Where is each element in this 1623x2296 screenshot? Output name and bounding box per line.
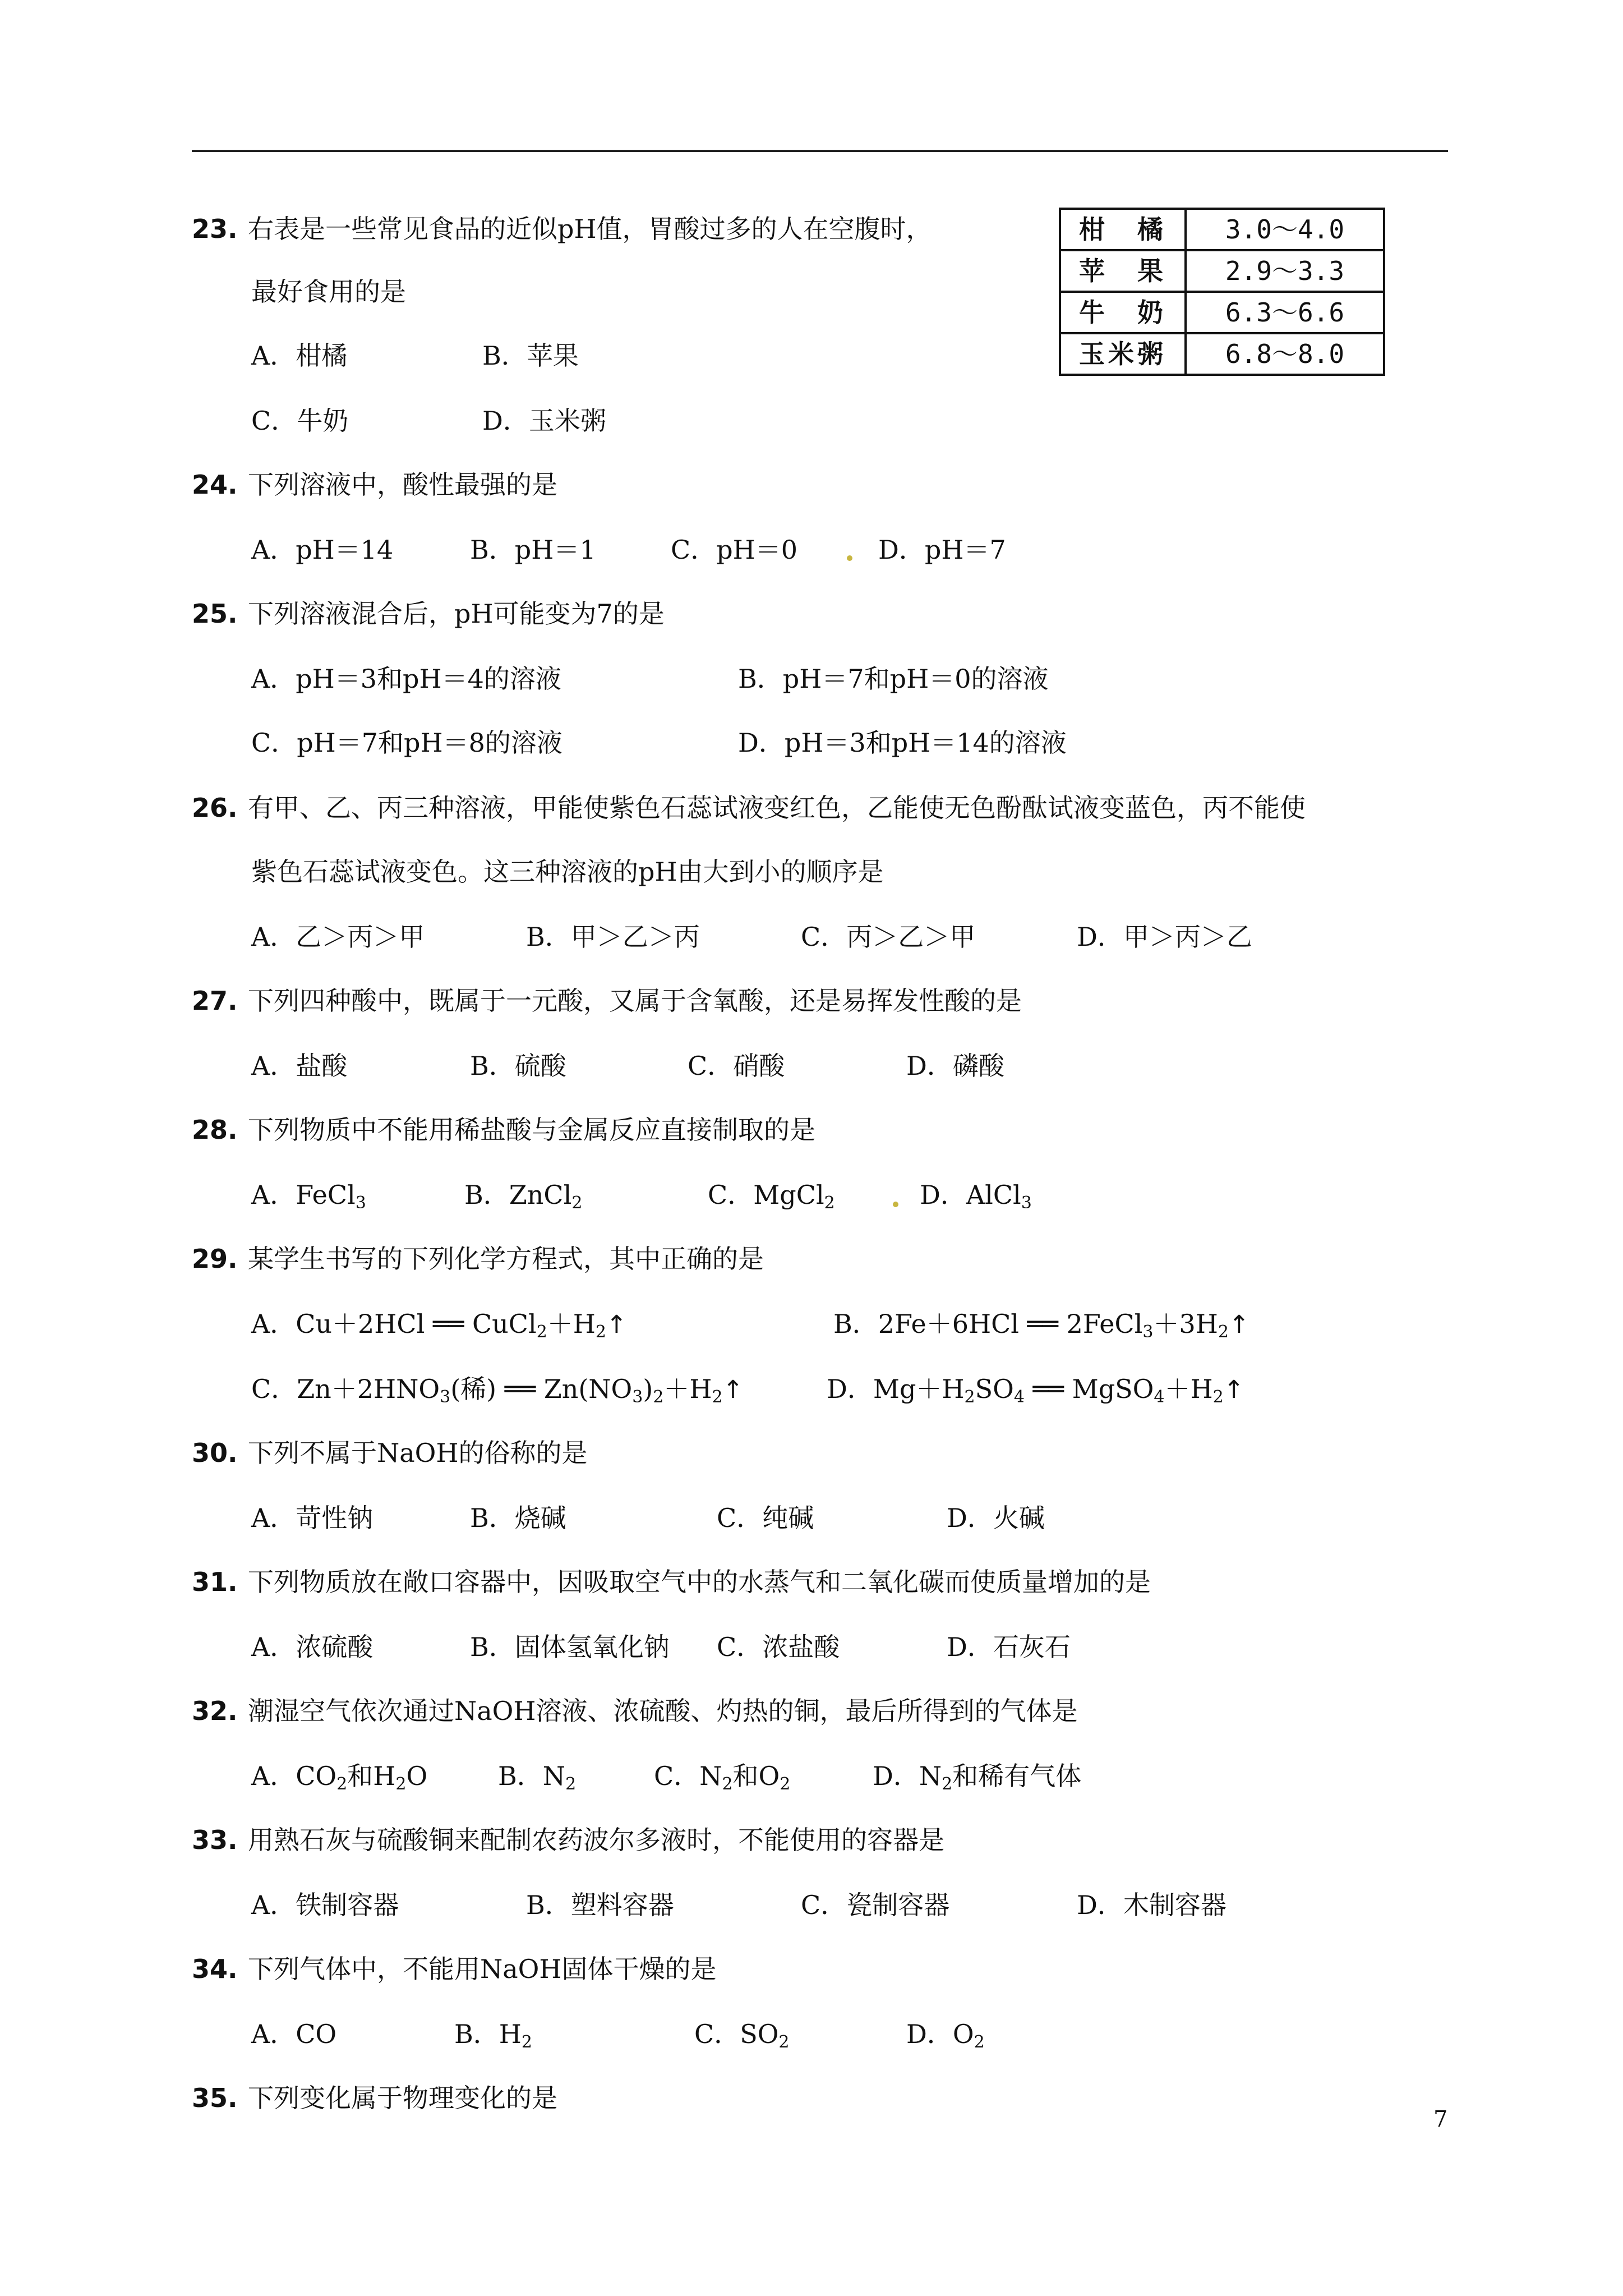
- subscript: 2: [536, 1322, 547, 1342]
- subscript: 2: [780, 1774, 791, 1794]
- option-a: A．盐酸: [251, 1051, 348, 1081]
- option-text: B．ZnCl: [464, 1180, 572, 1210]
- subscript: 2: [712, 1387, 723, 1407]
- question-text: 用熟石灰与硫酸铜来配制农药波尔多液时，不能使用的容器是: [248, 1825, 944, 1855]
- subscript: 2: [942, 1774, 953, 1794]
- subscript: 4: [1154, 1387, 1165, 1407]
- option-d: D．火碱: [947, 1503, 1045, 1533]
- option-a: A．柑橘: [251, 341, 348, 371]
- option-a: [251, 1178, 366, 1212]
- gas-arrow-icon: ↑: [1223, 1375, 1244, 1404]
- question-28-stem: [192, 1113, 815, 1147]
- option-b: B．甲＞乙＞丙: [526, 922, 700, 952]
- subscript: 2: [571, 1193, 583, 1213]
- option-d: [873, 1759, 1081, 1793]
- question-27-stem: [192, 984, 1022, 1018]
- option-a: A．乙＞丙＞甲: [251, 922, 425, 952]
- subscript: 2: [778, 2032, 790, 2052]
- option-text: D．O: [906, 2019, 974, 2049]
- option-text: B．N: [498, 1761, 566, 1791]
- option-d: [920, 1178, 1032, 1212]
- option-text: 和O: [732, 1761, 780, 1791]
- subscript: 2: [1212, 1387, 1224, 1407]
- option-c: C．pH＝0: [671, 535, 798, 565]
- table-row: [1060, 209, 1384, 250]
- option-b: B．塑料容器: [526, 1890, 674, 1920]
- question-text: 下列变化属于物理变化的是: [248, 2083, 557, 2113]
- subscript: 2: [974, 2032, 985, 2052]
- subscript: 3: [355, 1193, 366, 1213]
- stray-dot: [893, 1202, 898, 1207]
- food-name: 牛 奶: [1060, 292, 1186, 333]
- question-34-stem: [192, 1952, 717, 1986]
- option-text: 和稀有气体: [952, 1761, 1082, 1791]
- gas-arrow-icon: ↑: [606, 1310, 627, 1339]
- option-b: B．苹果: [482, 341, 579, 371]
- option-b: [464, 1178, 582, 1212]
- question-25-stem: [192, 597, 665, 631]
- question-text: 下列物质中不能用稀盐酸与金属反应直接制取的是: [248, 1115, 815, 1145]
- subscript: 2: [595, 1322, 607, 1342]
- subscript: 3: [1142, 1322, 1154, 1342]
- option-text: B．2Fe＋6HCl ══ 2FeCl: [833, 1309, 1143, 1339]
- option-text: B．H: [454, 2019, 522, 2049]
- subscript: 2: [336, 1774, 348, 1794]
- option-text: ＋H: [547, 1309, 596, 1339]
- option-text: A．CO: [251, 1761, 337, 1791]
- gas-arrow-icon: ↑: [722, 1375, 744, 1404]
- option-c: C．瓷制容器: [801, 1890, 950, 1920]
- option-text: ＋3H: [1153, 1309, 1218, 1339]
- question-number: 24.: [192, 470, 238, 500]
- question-30-stem: [192, 1436, 588, 1470]
- option-a: A．苛性钠: [251, 1503, 374, 1533]
- subscript: 2: [565, 1774, 577, 1794]
- food-name: 柑 橘: [1060, 209, 1186, 250]
- question-23-stem: [192, 212, 932, 246]
- question-number: 34.: [192, 1954, 238, 1984]
- subscript: 4: [1013, 1387, 1025, 1407]
- question-24-stem: [192, 468, 557, 501]
- option-a: A．铁制容器: [251, 1890, 399, 1920]
- question-number: 26.: [192, 793, 238, 823]
- option-a: [251, 1759, 427, 1793]
- option-b: [498, 1759, 576, 1793]
- option-text: D．Mg＋H: [827, 1374, 965, 1404]
- subscript: 3: [632, 1387, 643, 1407]
- ph-value: 6.8～8.0: [1186, 333, 1384, 375]
- option-c: C．硝酸: [688, 1051, 785, 1081]
- option-text: C．N: [654, 1761, 722, 1791]
- question-26-stem: [192, 791, 1306, 825]
- stray-dot: [847, 555, 852, 561]
- question-26-stem-cont: 紫色石蕊试液变色。这三种溶液的pH由大到小的顺序是: [251, 857, 884, 887]
- ph-value: 6.3～6.6: [1186, 292, 1384, 333]
- question-number: 30.: [192, 1438, 238, 1468]
- question-number: 23.: [192, 214, 238, 244]
- option-a: A．pH＝3和pH＝4的溶液: [251, 664, 561, 694]
- question-33-stem: [192, 1823, 944, 1857]
- option-d: D．木制容器: [1077, 1890, 1227, 1920]
- option-text: A．FeCl: [251, 1180, 356, 1210]
- option-d: D．玉米粥: [482, 406, 606, 436]
- subscript: 2: [964, 1387, 975, 1407]
- question-number: 33.: [192, 1825, 238, 1855]
- ph-value: 3.0～4.0: [1186, 209, 1384, 250]
- subscript: 2: [722, 1774, 733, 1794]
- option-text: D．AlCl: [920, 1180, 1021, 1210]
- option-d: D．磷酸: [906, 1051, 1004, 1081]
- food-name: 玉米粥: [1060, 333, 1186, 375]
- option-b: B．烧碱: [470, 1503, 566, 1533]
- question-31-stem: [192, 1565, 1151, 1599]
- option-text: C．SO: [694, 2019, 779, 2049]
- option-b: B．固体氢氧化钠: [470, 1632, 670, 1662]
- option-text: O: [406, 1761, 428, 1791]
- option-d: D．pH＝3和pH＝14的溶液: [738, 728, 1067, 758]
- option-text: SO: [975, 1374, 1014, 1404]
- option-text: ══ MgSO: [1024, 1374, 1154, 1404]
- question-text: 下列不属于NaOH的俗称的是: [248, 1438, 588, 1468]
- subscript: 2: [395, 1774, 407, 1794]
- subscript: 2: [521, 2032, 533, 2052]
- option-c: [654, 1759, 790, 1793]
- question-text: 下列溶液中，酸性最强的是: [248, 470, 557, 500]
- subscript: 3: [440, 1387, 451, 1407]
- subscript: 2: [824, 1193, 835, 1213]
- option-c: [251, 1372, 744, 1407]
- question-text: 有甲、乙、丙三种溶液，甲能使紫色石蕊试液变红色，乙能使无色酚酞试液变蓝色，丙不能使: [248, 793, 1306, 823]
- option-text: 和H: [347, 1761, 396, 1791]
- option-b: [454, 2017, 532, 2051]
- question-text: 下列四种酸中，既属于一元酸，又属于含氧酸，还是易挥发性酸的是: [248, 986, 1022, 1016]
- ph-table: [1059, 208, 1385, 376]
- food-name: 苹 果: [1060, 250, 1186, 292]
- question-35-stem: [192, 2081, 557, 2115]
- question-number: 35.: [192, 2083, 238, 2113]
- question-29-stem: [192, 1242, 764, 1276]
- option-text: C．MgCl: [708, 1180, 824, 1210]
- option-b: B．pH＝1: [470, 535, 596, 565]
- option-d: D．pH＝7: [878, 535, 1006, 565]
- option-a: [251, 1307, 627, 1342]
- question-text: 某学生书写的下列化学方程式，其中正确的是: [248, 1244, 764, 1274]
- subscript: 2: [653, 1387, 664, 1407]
- option-text: ＋H: [1164, 1374, 1213, 1404]
- question-number: 28.: [192, 1115, 238, 1145]
- option-b: B．pH＝7和pH＝0的溶液: [738, 664, 1049, 694]
- question-number: 29.: [192, 1244, 238, 1274]
- option-d: D．石灰石: [947, 1632, 1071, 1662]
- option-c: [694, 2017, 790, 2051]
- option-c: C．浓盐酸: [717, 1632, 840, 1662]
- option-text: ＋H: [663, 1374, 712, 1404]
- option-text: C．Zn＋2HNO: [251, 1374, 440, 1404]
- option-c: C．纯碱: [717, 1503, 814, 1533]
- option-text: D．N: [873, 1761, 942, 1791]
- option-c: C．牛奶: [251, 406, 349, 436]
- question-text: 潮湿空气依次通过NaOH溶液、浓硫酸、灼热的铜，最后所得到的气体是: [248, 1696, 1078, 1726]
- option-a: A．pH＝14: [251, 535, 394, 565]
- question-text: 下列溶液混合后，pH可能变为7的是: [248, 599, 665, 629]
- option-c: C．pH＝7和pH＝8的溶液: [251, 728, 562, 758]
- option-d: D．甲＞丙＞乙: [1077, 922, 1252, 952]
- question-number: 32.: [192, 1696, 238, 1726]
- gas-arrow-icon: ↑: [1229, 1310, 1249, 1339]
- table-row: [1060, 292, 1384, 333]
- option-text: (稀) ══ Zn(NO: [450, 1374, 633, 1404]
- option-c: C．丙＞乙＞甲: [801, 922, 976, 952]
- question-number: 25.: [192, 599, 238, 629]
- subscript: 2: [1218, 1322, 1229, 1342]
- question-text: 下列气体中，不能用NaOH固体干燥的是: [248, 1954, 717, 1984]
- question-text: 右表是一些常见食品的近似pH值，胃酸过多的人在空腹时，: [248, 214, 932, 244]
- subscript: 3: [1021, 1193, 1032, 1213]
- question-32-stem: [192, 1694, 1078, 1728]
- question-number: 27.: [192, 986, 238, 1016]
- question-text: 下列物质放在敞口容器中，因吸取空气中的水蒸气和二氧化碳而使质量增加的是: [248, 1567, 1151, 1597]
- option-a: A．CO: [251, 2019, 337, 2049]
- option-b: [833, 1307, 1249, 1342]
- question-23-stem-cont: 最好食用的是: [251, 277, 406, 307]
- page-number: 7: [1433, 2106, 1448, 2132]
- option-d: [827, 1372, 1244, 1407]
- option-d: [906, 2017, 985, 2051]
- option-text: ): [643, 1374, 653, 1404]
- ph-value: 2.9～3.3: [1186, 250, 1384, 292]
- question-number: 31.: [192, 1567, 238, 1597]
- option-text: A．Cu＋2HCl ══ CuCl: [251, 1309, 537, 1339]
- option-b: B．硫酸: [470, 1051, 566, 1081]
- option-c: [708, 1178, 835, 1212]
- header-rule: [192, 150, 1448, 152]
- table-row: [1060, 333, 1384, 375]
- table-row: [1060, 250, 1384, 292]
- option-a: A．浓硫酸: [251, 1632, 374, 1662]
